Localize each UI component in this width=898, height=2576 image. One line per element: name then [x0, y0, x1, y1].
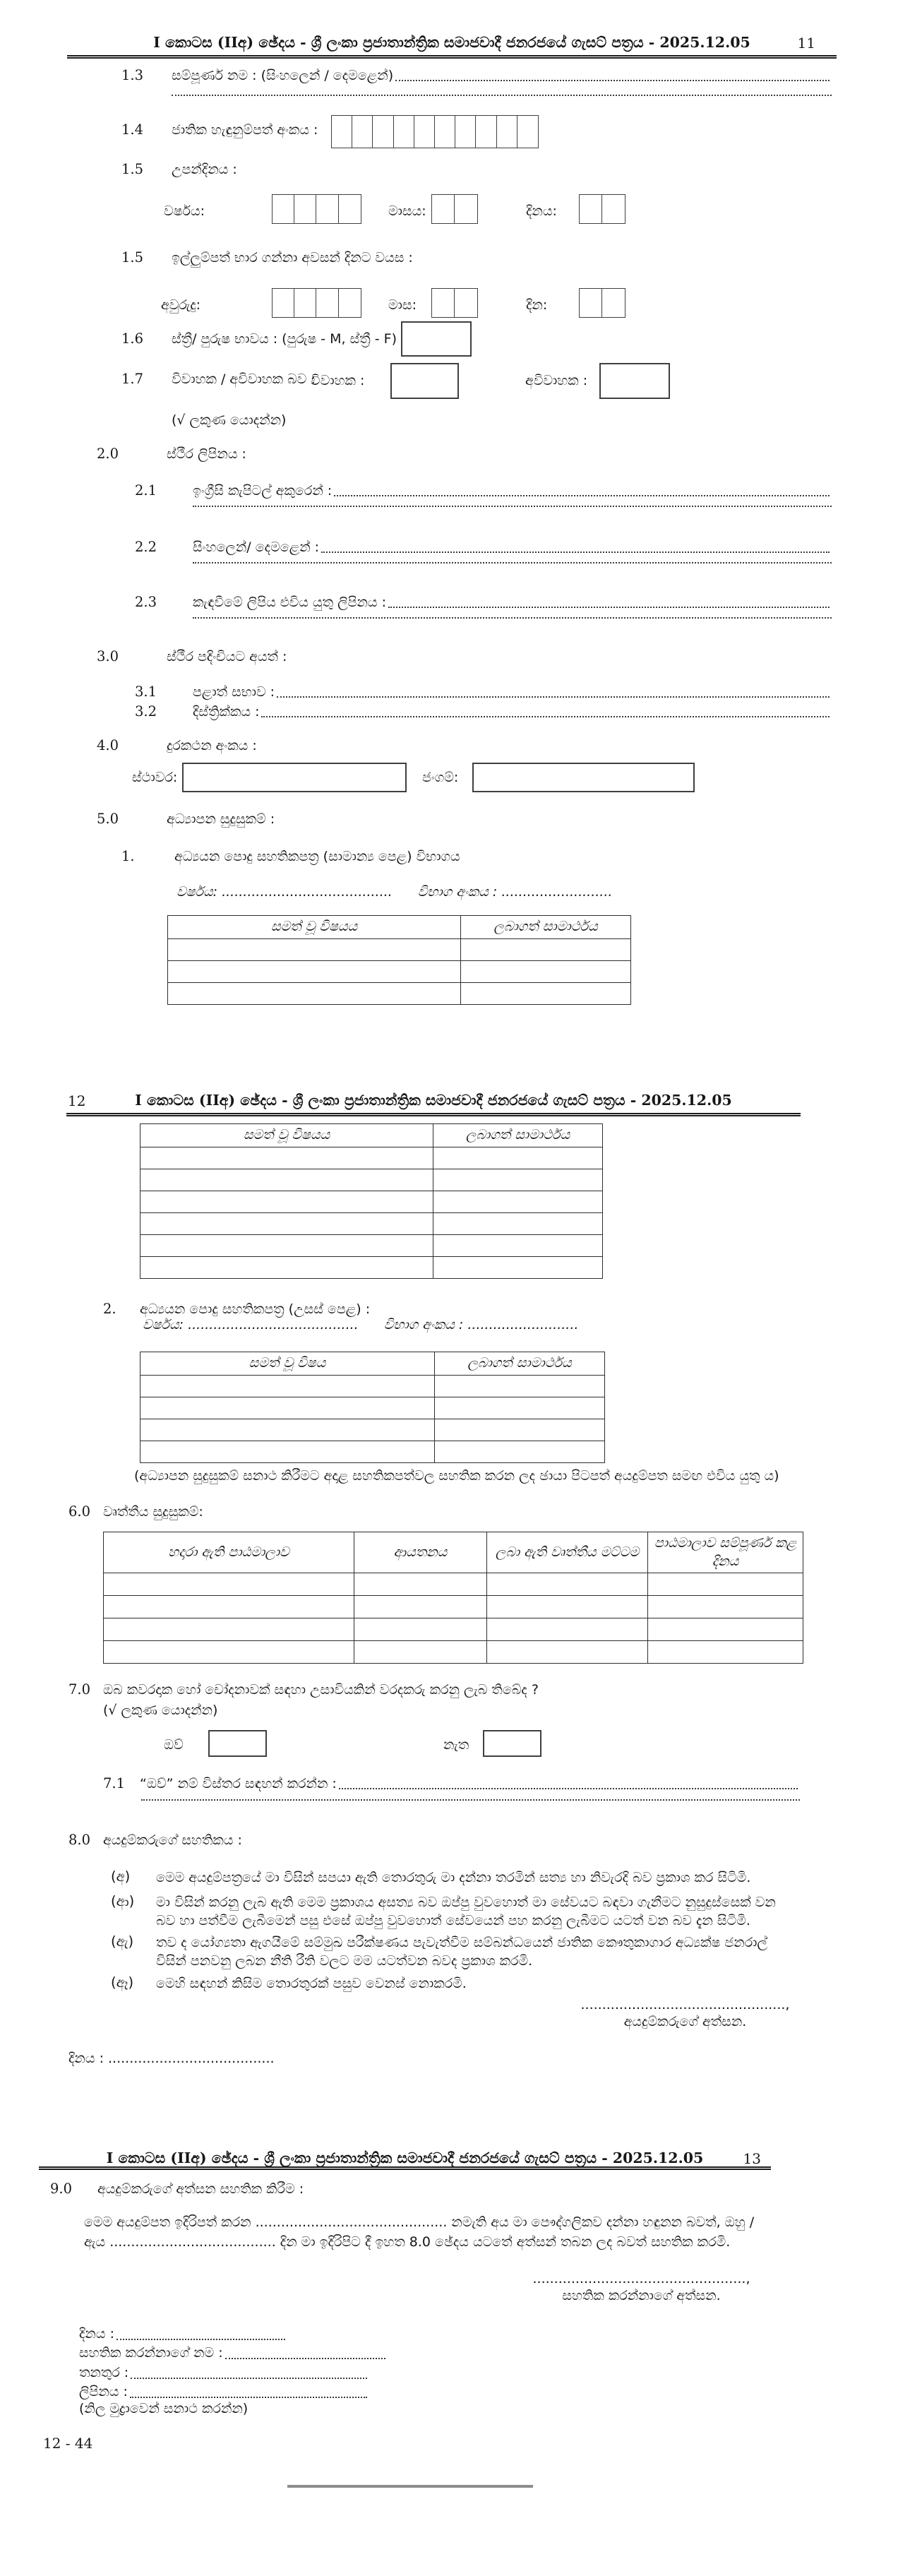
- declaration-aee: [111, 1974, 799, 1993]
- item-1-7-row: [121, 371, 316, 388]
- married-checkbox: [390, 363, 459, 399]
- ol-results-table: [167, 915, 631, 1005]
- col-institute: ආයතනය: [354, 1532, 487, 1573]
- page11-header-row: [67, 34, 837, 52]
- phone-fixed-label: ස්ථාවර:: [132, 770, 178, 785]
- page-number: 12: [68, 1092, 86, 1109]
- empty-cell: [104, 1618, 354, 1641]
- applicant-signature-block: [574, 1997, 796, 2031]
- table-row: [140, 1169, 603, 1191]
- digit-box: [431, 288, 455, 318]
- dotted-fill-line: [321, 551, 830, 553]
- digit-box: [579, 288, 603, 318]
- item-number: 1.: [121, 848, 135, 864]
- digit-box: [496, 115, 518, 148]
- empty-cell: [433, 1169, 603, 1191]
- item-2-1-row: [135, 482, 832, 499]
- nic-digit-boxes: [331, 115, 539, 148]
- col-grade: ලබාගත් සාමාර්ථය: [461, 916, 631, 939]
- empty-cell: [168, 982, 461, 1004]
- age-days-label: දින:: [526, 297, 548, 313]
- item-number: 3.2: [135, 703, 157, 720]
- section-label: අධ්‍යාපන සුදුසුකම් :: [167, 811, 275, 827]
- dotted-fill-line: [334, 495, 830, 496]
- item-number: 1.6: [121, 330, 144, 347]
- certifier-address-field: [79, 2384, 369, 2401]
- digit-box: [455, 115, 477, 148]
- section-4-row: [97, 737, 257, 754]
- table-row: [140, 1375, 605, 1397]
- empty-cell: [435, 1441, 605, 1462]
- section-label: අයදුම්කරුගේ අත්සන සහතික කිරීම :: [97, 2181, 304, 2197]
- table-row: [140, 1191, 603, 1212]
- section-label: අයදුම්කරුගේ සහතිකය :: [103, 1832, 242, 1848]
- empty-cell: [140, 1169, 433, 1191]
- dotted-fill-line: [116, 2339, 285, 2340]
- item-3-1-row: [135, 684, 832, 700]
- table-row: [140, 1419, 605, 1441]
- empty-cell: [433, 1234, 603, 1256]
- digit-box: [316, 194, 339, 224]
- item-label: ස්ත්‍රී/ පුරුෂ භාවය : (පුරුෂ - M, ස්ත්‍රී - F): [172, 330, 397, 347]
- section-label: වෘත්තීය සුදුසුකම්:: [103, 1503, 203, 1520]
- certifier-signature-block: [527, 2271, 756, 2305]
- col-grade: ලබාගත් සාමාර්ථය: [433, 1124, 603, 1147]
- item-number: 2.: [103, 1301, 116, 1317]
- digit-box: [338, 288, 361, 318]
- dotted-fill-line: [277, 696, 830, 698]
- table-row: [168, 960, 631, 982]
- item-2-3-row: [135, 594, 832, 611]
- date-line: දිනය : .......................................: [68, 2051, 275, 2066]
- no-checkbox: [483, 1730, 541, 1757]
- dotted-line: [193, 506, 832, 507]
- col-subject: සමත් වූ විෂයය: [168, 916, 461, 939]
- declaration-a: [111, 1868, 799, 1887]
- declaration-text: මෙම අයදුම්පත්‍රයේ මා විසින් සපයා ඇති තොරතුරු මා දන්නා තරමින් සත්‍ය හා නිවැරදි බව ප්‍රකාශ කර සිටිමි.: [156, 1870, 751, 1885]
- age-days-boxes: [579, 288, 625, 318]
- page-number: 11: [797, 35, 815, 52]
- dotted-fill-line: [395, 80, 830, 81]
- empty-cell: [461, 960, 631, 982]
- item-label: අධ්‍යයන පොදු සහතිකපත්‍ර (සාමාන්‍ය පෙළ) විභාගය: [174, 848, 460, 864]
- item-label: “ඔව්” නම් විස්තර සඳහන් කරන්න :: [140, 1775, 337, 1791]
- section-number: 3.0: [97, 648, 119, 664]
- gender-box: [401, 321, 472, 357]
- empty-cell: [354, 1618, 487, 1641]
- section-number: 6.0: [68, 1503, 91, 1520]
- empty-cell: [433, 1191, 603, 1212]
- field-label: දිනය :: [79, 2326, 114, 2342]
- table-row: [140, 1397, 605, 1419]
- end-separator-line: [287, 2485, 533, 2488]
- digit-box: [454, 288, 478, 318]
- empty-cell: [648, 1641, 803, 1664]
- dotted-line: [172, 95, 832, 96]
- item-label: විවාහක / අවිවාහක බව :: [172, 371, 316, 387]
- digit-box: [352, 115, 373, 148]
- item-number: 1.7: [121, 371, 144, 387]
- unmarried-checkbox: [599, 363, 670, 399]
- section-number: 2.0: [97, 446, 119, 462]
- section-9-row: [50, 2181, 304, 2198]
- section-label: ඔබ කවරදාක හෝ චෝදනාවක් සඳහා උසාවියකින් වරදකරු කරනු ලැබ තිබේද ?: [103, 1681, 539, 1698]
- empty-cell: [433, 1147, 603, 1169]
- dob-year-boxes: [272, 194, 361, 224]
- table-row: [140, 1147, 603, 1169]
- empty-cell: [648, 1618, 803, 1641]
- section-2-row: [97, 446, 246, 463]
- digit-box: [294, 288, 317, 318]
- declaration-ae: [111, 1933, 799, 1970]
- declaration-text: මෙහි සඳහන් කිසිම තොරතුරක් පසුව වෙනස් නොකරමි.: [156, 1976, 467, 1991]
- item-number: 2.2: [135, 539, 157, 555]
- empty-cell: [168, 960, 461, 982]
- item-number: 7.1: [103, 1775, 126, 1791]
- section-7-row: [68, 1681, 539, 1698]
- tick-instruction: (√ ලකුණ යොදන්න): [172, 412, 287, 428]
- empty-cell: [140, 1419, 435, 1441]
- page12-header-row: [66, 1092, 801, 1109]
- digit-box: [272, 194, 295, 224]
- item-label: සිංහලෙන්/ දෙමළෙන් :: [193, 539, 320, 555]
- digit-box: [316, 288, 339, 318]
- item-label: දිස්ත්‍රික්කය :: [193, 703, 260, 720]
- declaration-aa: [111, 1893, 799, 1930]
- table-header-row: [140, 1352, 605, 1376]
- age-months-label: මාස:: [388, 297, 417, 313]
- col-grade: ලබාගත් සාමාර්ථය: [435, 1352, 605, 1376]
- exam-year-label: වර්ෂය: ........................................: [176, 884, 393, 900]
- item-number: 1.5: [121, 161, 144, 177]
- item-label: උපන්දිනය :: [172, 161, 237, 177]
- table-row: [168, 938, 631, 960]
- dob-month-boxes: [431, 194, 478, 224]
- gazette-header: I කොටස (IIඅ) ඡේදය - ශ්‍රී ලංකා ප්‍රජාතාන්ත්‍රික සමාජවාදී ජනරජයේ ගැසට් පත්‍රය - 2025.12.05: [153, 34, 750, 51]
- digit-box: [434, 115, 456, 148]
- empty-cell: [435, 1375, 605, 1397]
- digit-box: [517, 115, 539, 148]
- dotted-fill-line: [225, 2358, 385, 2359]
- table-row: [140, 1256, 603, 1278]
- empty-cell: [140, 1191, 433, 1212]
- empty-cell: [140, 1397, 435, 1419]
- empty-cell: [354, 1641, 487, 1664]
- exam-al-year-line: [143, 1317, 578, 1334]
- certifier-name-field: [79, 2345, 388, 2362]
- col-completed-date: පාඨමාලාව සම්පූර්ණ කළ දිනය: [648, 1532, 803, 1573]
- phone-fixed-box: [182, 763, 407, 792]
- empty-cell: [648, 1573, 803, 1596]
- empty-cell: [433, 1256, 603, 1278]
- item-number: 2.3: [135, 594, 157, 610]
- declaration-letter: (ඇ): [111, 1933, 134, 1950]
- item-label: අධ්‍යයන පොදු සහතිකපත්‍ර (උසස් පෙළ) :: [140, 1301, 371, 1317]
- digit-box: [431, 194, 455, 224]
- unmarried-label: අවිවාහක :: [525, 373, 588, 388]
- section-6-row: [68, 1503, 203, 1520]
- col-course: හදාරා ඇති පාඨමාලාව: [104, 1532, 354, 1573]
- digit-box: [454, 194, 478, 224]
- empty-cell: [487, 1596, 648, 1618]
- dob-year-label: වර්ෂය:: [164, 203, 205, 219]
- dotted-line: [141, 1799, 800, 1801]
- declaration-letter: (අ): [111, 1868, 131, 1885]
- declaration-letter: (ඈ): [111, 1974, 134, 1991]
- attestation-paragraph-line1: මෙම අයදුම්පත ඉදිරිපත් කරන ............................................. නමැති අය මා පෞද්ගලිකව දන්නා හඳුනන බවත්, ඔහු /: [84, 2214, 755, 2230]
- item-1-5-age-row: [121, 249, 413, 266]
- certifier-date-field: [79, 2326, 287, 2343]
- item-label: ජාතික හැඳුනුම්පත් අංකය :: [172, 121, 318, 138]
- item-1-5-dob-row: [121, 161, 237, 178]
- empty-cell: [461, 982, 631, 1004]
- table-row: [140, 1212, 603, 1234]
- age-months-boxes: [431, 288, 478, 318]
- header-double-rule: [39, 2166, 771, 2170]
- gazette-header: I කොටස (IIඅ) ඡේදය - ශ්‍රී ලංකා ප්‍රජාතාන්ත්‍රික සමාජවාදී ජනරජයේ ගැසට් පත්‍රය - 2025.12.05: [106, 2149, 704, 2166]
- col-subject: සමත් වූ විෂයය: [140, 1124, 433, 1147]
- item-label: ඉංග්‍රීසි කැපිටල් අකුරෙන් :: [193, 482, 333, 499]
- dotted-line: [193, 562, 832, 564]
- header-double-rule: [66, 1113, 801, 1116]
- phone-mobile-label: ජංගම්:: [422, 770, 459, 785]
- digit-box: [601, 288, 625, 318]
- item-3-2-row: [135, 703, 832, 720]
- section-number: 5.0: [97, 811, 119, 827]
- signature-caption: අයදුම්කරුගේ අත්සන.: [623, 2013, 747, 2029]
- section-number: 8.0: [68, 1832, 91, 1848]
- signature-dotted-line: ..................................................,: [532, 2271, 750, 2286]
- empty-cell: [140, 1234, 433, 1256]
- dob-month-label: මාසය:: [388, 203, 426, 219]
- empty-cell: [140, 1212, 433, 1234]
- item-label: පළාත් සභාව :: [193, 684, 275, 700]
- empty-cell: [461, 938, 631, 960]
- section-8-row: [68, 1832, 242, 1849]
- empty-cell: [487, 1573, 648, 1596]
- digit-box: [475, 115, 497, 148]
- dotted-fill-line: [339, 1788, 798, 1789]
- education-certificates-note: (අධ්‍යාපන සුදුසුකම් සනාථ කිරීමට අදාළ සහතිකපත්වල සහතික කරන ලද ඡායා පිටපත් අයදුම්පත සමඟ එවිය යුතු ය): [134, 1468, 779, 1484]
- table-row: [104, 1618, 803, 1641]
- section-label: ස්ථීර පදිංචියට අයත් :: [167, 648, 287, 664]
- section-number: 9.0: [50, 2181, 73, 2197]
- empty-cell: [648, 1596, 803, 1618]
- empty-cell: [140, 1147, 433, 1169]
- table-header-row: [104, 1532, 803, 1573]
- empty-cell: [104, 1573, 354, 1596]
- empty-cell: [104, 1596, 354, 1618]
- field-label: ලිපිනය :: [79, 2384, 128, 2399]
- empty-cell: [487, 1641, 648, 1664]
- official-seal-note: (නිල මුද්‍රාවෙන් සනාථ කරන්න): [79, 2401, 249, 2416]
- empty-cell: [487, 1618, 648, 1641]
- item-1-3-row: [121, 67, 832, 84]
- dotted-fill-line: [130, 2397, 367, 2398]
- empty-cell: [435, 1397, 605, 1419]
- exam-al-title-row: [103, 1301, 370, 1318]
- declaration-text: මා විසින් කරනු ලැබ ඇති මෙම ප්‍රකාශය අසත්‍ය බව ඔප්පු වුවහොත් මා සේවයට බඳවා ගැනීමට නුසුදුස්සෙක් වන බව හා පත්වීම ලැබීමෙන් පසු එසේ ඔප්පු වුවහොත් සේවයෙන් පහ කරනු ලැබීමට යටත් වන බව දැන සිටිමි.: [156, 1895, 776, 1928]
- field-label: සහතික කරන්නාගේ නම :: [79, 2345, 223, 2361]
- digit-box: [372, 115, 394, 148]
- table-row: [104, 1573, 803, 1596]
- exam-year-label: වර්ෂය: ........................................: [143, 1317, 359, 1332]
- ol-results-table-continued: [140, 1123, 603, 1279]
- item-number: 1.4: [121, 121, 144, 138]
- section-number: 4.0: [97, 737, 119, 753]
- gazette-header: I කොටස (IIඅ) ඡේදය - ශ්‍රී ලංකා ප්‍රජාතාන්ත්‍රික සමාජවාදී ජනරජයේ ගැසට් පත්‍රය - 2025.12.05: [135, 1092, 732, 1109]
- col-subject: සමත් වූ විෂය: [140, 1352, 435, 1376]
- item-1-6-row: [121, 330, 397, 347]
- dotted-fill-line: [388, 607, 830, 608]
- page13-header-row: [39, 2149, 771, 2167]
- age-years-label: අවුරුදු:: [161, 297, 201, 313]
- exam-index-label: විභාග අංකය : ..........................: [417, 884, 613, 900]
- section-label: දුරකථන අංකය :: [167, 737, 257, 753]
- table-row: [140, 1441, 605, 1462]
- section-label: ස්ථීර ලිපිනය :: [167, 446, 246, 462]
- item-label: ඉල්ලුම්පත් භාර ගන්නා අවසන් දිනට වයස :: [172, 249, 413, 266]
- table-row: [140, 1234, 603, 1256]
- yes-label: ඔව්: [164, 1737, 184, 1753]
- empty-cell: [435, 1419, 605, 1441]
- dob-day-boxes: [579, 194, 625, 224]
- empty-cell: [140, 1441, 435, 1462]
- exam-index-label: විභාග අංකය : ..........................: [383, 1317, 579, 1332]
- empty-cell: [104, 1641, 354, 1664]
- signature-dotted-line: ................................................,: [580, 1997, 790, 2012]
- phone-mobile-box: [472, 763, 695, 792]
- item-label: සම්පූර්ණ නම : (සිංහලෙන් / දෙමළෙන්): [172, 67, 394, 83]
- empty-cell: [354, 1573, 487, 1596]
- professional-qualifications-table: [103, 1532, 803, 1664]
- item-1-4-row: [121, 121, 318, 138]
- section-5-row: [97, 811, 275, 828]
- table-header-row: [140, 1124, 603, 1147]
- certifier-post-field: [79, 2365, 369, 2382]
- empty-cell: [433, 1212, 603, 1234]
- item-label: කැඳවීමේ ලිපිය එවිය යුතු ලිපිනය :: [193, 594, 387, 610]
- exam-ol-title-row: [121, 848, 460, 865]
- digit-box: [338, 194, 361, 224]
- empty-cell: [140, 1375, 435, 1397]
- empty-cell: [168, 938, 461, 960]
- age-years-boxes: [272, 288, 361, 318]
- digit-box: [579, 194, 603, 224]
- empty-cell: [140, 1256, 433, 1278]
- declaration-text: තව ද යෝග්‍යතා ඇගයීමේ සම්මුඛ පරීක්ෂණය පැවැත්වීම සම්බන්ධයෙන් ජාතික කෞතුකාගාර අධ්‍යක්ෂ ජනරාල් විසින් පනවනු ලබන නීති රීති වලට මම යටත්වන බවද ප්‍රකාශ කරමි.: [156, 1935, 767, 1969]
- signature-caption: සහතික කරන්නාගේ අත්සන.: [562, 2287, 721, 2303]
- item-number: 3.1: [135, 684, 157, 700]
- attestation-paragraph-line2: ඇය ....................................... දින මා ඉදිරිපිට දී ඉහත 8.0 ඡේදය යටතේ අත්සන් තබන ලද බවත් සහතික කරමි.: [84, 2234, 731, 2250]
- table-row: [104, 1641, 803, 1664]
- field-label: තනතුර :: [79, 2365, 129, 2380]
- tick-instruction: (√ ලකුණ යොදන්න): [103, 1703, 218, 1718]
- dotted-fill-line: [261, 716, 830, 717]
- table-row: [168, 982, 631, 1004]
- digit-box: [601, 194, 625, 224]
- no-label: නැත: [443, 1737, 469, 1753]
- table-header-row: [168, 916, 631, 939]
- digit-box: [393, 115, 415, 148]
- digit-box: [294, 194, 317, 224]
- section-3-row: [97, 648, 287, 665]
- item-number: 1.3: [121, 67, 144, 83]
- item-number: 2.1: [135, 482, 157, 499]
- dotted-line: [193, 617, 832, 619]
- section-number: 7.0: [68, 1681, 91, 1698]
- item-7-1-row: [103, 1775, 800, 1792]
- married-label: විවාහක :: [311, 373, 365, 388]
- header-double-rule: [67, 55, 837, 59]
- digit-box: [414, 115, 436, 148]
- gazette-notice-code: 12 - 44: [43, 2435, 93, 2452]
- digit-box: [272, 288, 295, 318]
- dob-day-label: දිනය:: [526, 203, 557, 219]
- col-level: ලබා ඇති වෘත්තීය මට්ටම: [487, 1532, 648, 1573]
- declaration-letter: (ආ): [111, 1893, 135, 1909]
- exam-ol-year-line: [176, 884, 612, 901]
- dotted-fill-line: [131, 2378, 367, 2379]
- yes-checkbox: [208, 1730, 267, 1757]
- digit-box: [331, 115, 353, 148]
- item-2-2-row: [135, 539, 832, 556]
- item-number: 1.5: [121, 249, 144, 266]
- page-number: 13: [743, 2150, 761, 2167]
- empty-cell: [354, 1596, 487, 1618]
- al-results-table: [140, 1352, 605, 1463]
- table-row: [104, 1596, 803, 1618]
